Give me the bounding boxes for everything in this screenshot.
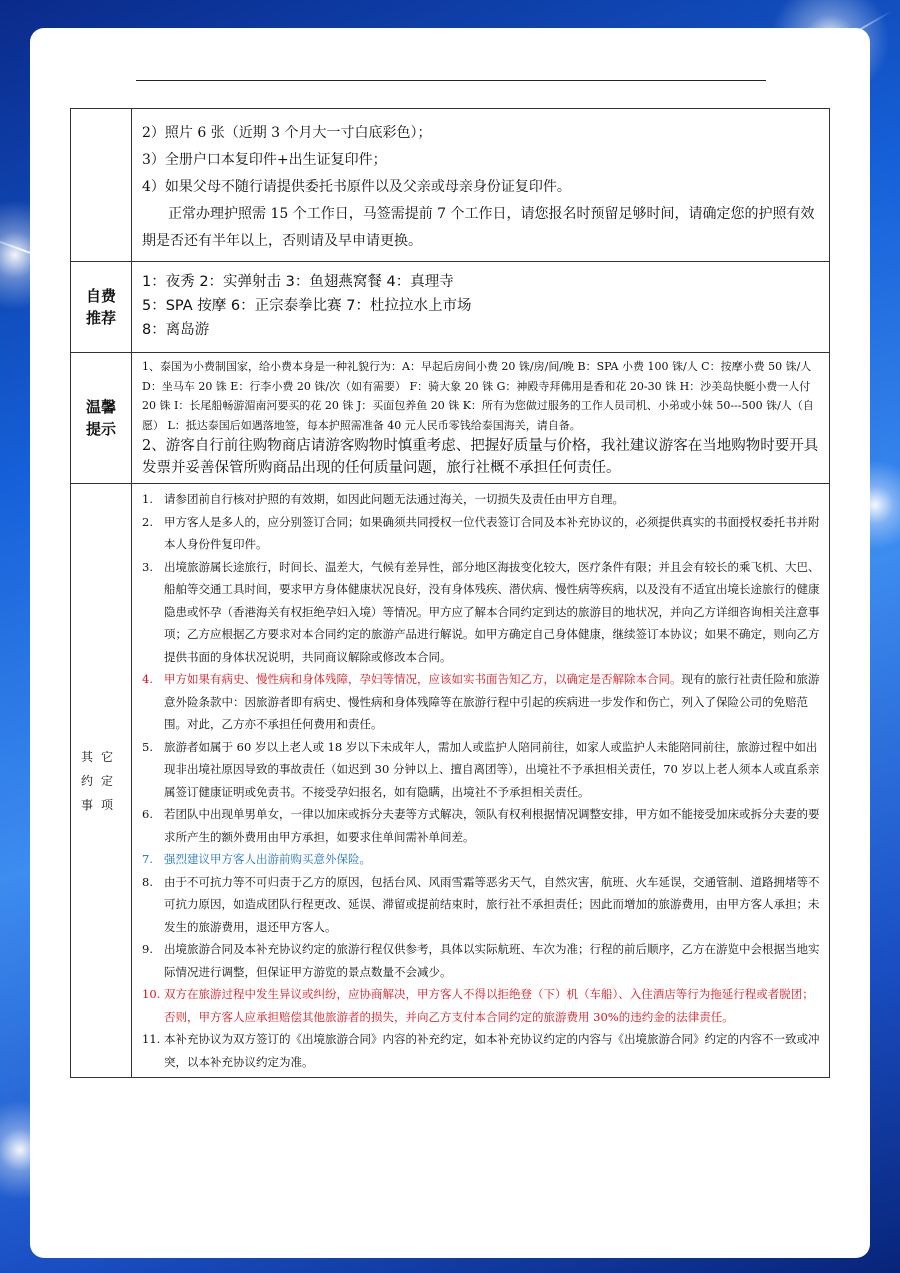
document-item: 3）全册户口本复印件+出生证复印件； [142,152,387,168]
term-item: 6. 若团队中出现单男单女，一律以加床或拆分夫妻等方式解决，领队有权利根据情况调整安排，甲方如不能接受加床或拆分夫妻的要求所产生的额外费用由甲方承担，如要求住单间需补单间差。 [142,807,820,844]
header-rule [136,80,766,81]
tips-content [132,353,830,484]
optional-line: 1：夜秀 2：实弹射击 3：鱼翅燕窝餐 4：真理寺 [142,274,454,290]
term-item: 8. 由于不可抗力等不可归责于乙方的原因，包括台风、风雨雪霜等恶劣天气，自然灾害，航班、火车延误，交通管制、道路拥堵等不可抗力原因，如造成团队行程更改、延误、滞留或提前结束时，旅行社不承担责任；因此而增加的旅游费用，由甲方客人承担；未发生的旅游费用，退还甲方客人。 [142,874,820,934]
term-item: 10. 双方在旅游过程中发生异议或纠纷，应协商解决，甲方客人不得以拒绝登（下）机（车船）、入住酒店等行为拖延行程或者脱团；否则，甲方客人应承担赔偿其他旅游者的损失，并向乙方支付本合同约定的旅游费用 30%的违约金的法律责任。 [142,987,814,1024]
optional-line: 8：离岛游 [142,322,210,338]
tips-row [71,353,830,484]
optional-row [71,262,830,353]
documents-row [71,109,830,262]
other-content [132,484,830,1078]
tips-label: 温馨提示 [71,353,132,484]
term-item: 9. 出境旅游合同及本补充协议约定的旅游行程仅供参考，具体以实际航班、车次为准；行程的前后顺序，乙方在游览中会根据当地实际情况进行调整，但保证甲方游览的景点数量不会减少。 [142,942,820,979]
other-row [71,484,830,1078]
tip-shopping: 2、游客自行前往购物商店请游客购物时慎重考虑、把握好质量与价格，我社建议游客在当地购物时要开具发票并妥善保管所购商品出现的任何质量问题，旅行社概不承担任何责任。 [142,438,819,476]
insurance-advice: 强烈建议甲方客人出游前购买意外保险。 [164,852,371,866]
other-label: 其它约定事项 [71,484,132,1078]
documents-content [132,109,830,262]
documents-label-cell [71,109,132,262]
term-warning: 甲方如果有病史、慢性病和身体残障，孕妇等情况，应该如实书面告知乙方，以确定是否解除本合同。 [164,672,682,686]
term-item: 1. 请参团前自行核对护照的有效期，如因此问题无法通过海关，一切损失及责任由甲方自理。 [142,492,624,506]
document-item: 2）照片 6 张（近期 3 个月大一寸白底彩色）； [142,125,432,141]
optional-content [132,262,830,353]
term-item: 7. 强烈建议甲方客人出游前购买意外保险。 [142,852,371,866]
document-page [30,28,870,1258]
document-item: 4）如果父母不随行请提供委托书原件以及父亲或母亲身份证复印件。 [142,179,571,195]
passport-note: 正常办理护照需 15 个工作日，马签需提前 7 个工作日，请您报名时预留足够时间，请确定您的护照有效期是否还有半年以上，否则请及早申请更换。 [142,206,815,249]
term-item: 3. 出境旅游属长途旅行，时间长、温差大，气候有差异性，部分地区海拔变化较大，医疗条件有限；并且会有较长的乘飞机、大巴、船舶等交通工具时间，要求甲方身体健康状况良好，没有身体残疾、潜伏病、慢性病等疾病，以及没有不适宜出境长途旅行的健康隐患或怀孕（香港海关有权拒绝孕妇入境）等情况。甲方应了解本合同约定到达的旅游目的地状况，并向乙方详细咨询相关注意事项；乙方应根据乙方要求对本合同约定的旅游产品进行解说。如甲方确定自己身体健康，继续签订本协议；如果不确定，则向乙方提供书面的身体状况说明，共同商议解除或修改本合同。 [142,559,820,664]
terms-list [142,488,821,1073]
tip-tipping: 1、泰国为小费制国家，给小费本身是一种礼貌行为：A：早起后房间小费 20 铢/房/间/晚 B：SPA 小费 100 铢/人 C：按摩小费 50 铢/人 D：坐马车 20 铢 E：行李小费 20 铢/次（如有需要） F：骑大象 20 铢 G：神殿寺拜佛用是香和花 20-30 铢 H：沙美岛快艇小费一人付 20 铢 I：长尾船畅游湄南河要买的花 20 铢 J：买面包养鱼 20 铢 K：所有为您做过服务的工作人员司机、小弟或小妹 50---500 铢/人（自愿） L：抵达泰国后如遇落地签，每本护照需准备 40 元人民币零钱给泰国海关，请自备。 [142,360,814,432]
optional-label: 自费推荐 [71,262,132,353]
term-warning: 双方在旅游过程中发生异议或纠纷，应协商解决，甲方客人不得以拒绝登（下）机（车船）、入住酒店等行为拖延行程或者脱团；否则，甲方客人应承担赔偿其他旅游者的损失，并向乙方支付本合同约定的旅游费用 30%的违约金的法律责任。 [164,987,814,1024]
agreement-table [70,108,830,1078]
term-item: 4. 甲方如果有病史、慢性病和身体残障，孕妇等情况，应该如实书面告知乙方，以确定是否解除本合同。现有的旅行社责任险和旅游意外险条款中：因旅游者即有病史、慢性病和身体残障等在旅游行程中引起的疾病进一步发作和伤亡，列入了保险公司的免赔范围。对此，乙方亦不承担任何费用和责任。 [142,672,820,731]
optional-line: 5：SPA 按摩 6：正宗泰拳比赛 7：杜拉拉水上市场 [142,298,472,314]
term-item: 2. 甲方客人是多人的，应分别签订合同；如果确须共同授权一位代表签订合同及本补充协议的，必须提供真实的书面授权委托书并附本人身份件复印件。 [142,514,820,551]
term-item: 5. 旅游者如属于 60 岁以上老人或 18 岁以下未成年人，需加人或监护人陪同前往，如家人或监护人未能陪同前往，旅游过程中如出现非出境社原因导致的事故责任（如迟到 30 分钟以上、擅自离团等），出境社不予承担相关责任，70 岁以上老人须本人或直系亲属签订健康证明或免责书。不接受孕妇报名，如有隐瞒，出境社不予承担相关责任。 [142,739,820,799]
term-item: 11. 本补充协议为双方签订的《出境旅游合同》内容的补充约定，如本补充协议约定的内容与《出境旅游合同》约定的内容不一致或冲突，以本补充协议约定为准。 [142,1032,820,1069]
